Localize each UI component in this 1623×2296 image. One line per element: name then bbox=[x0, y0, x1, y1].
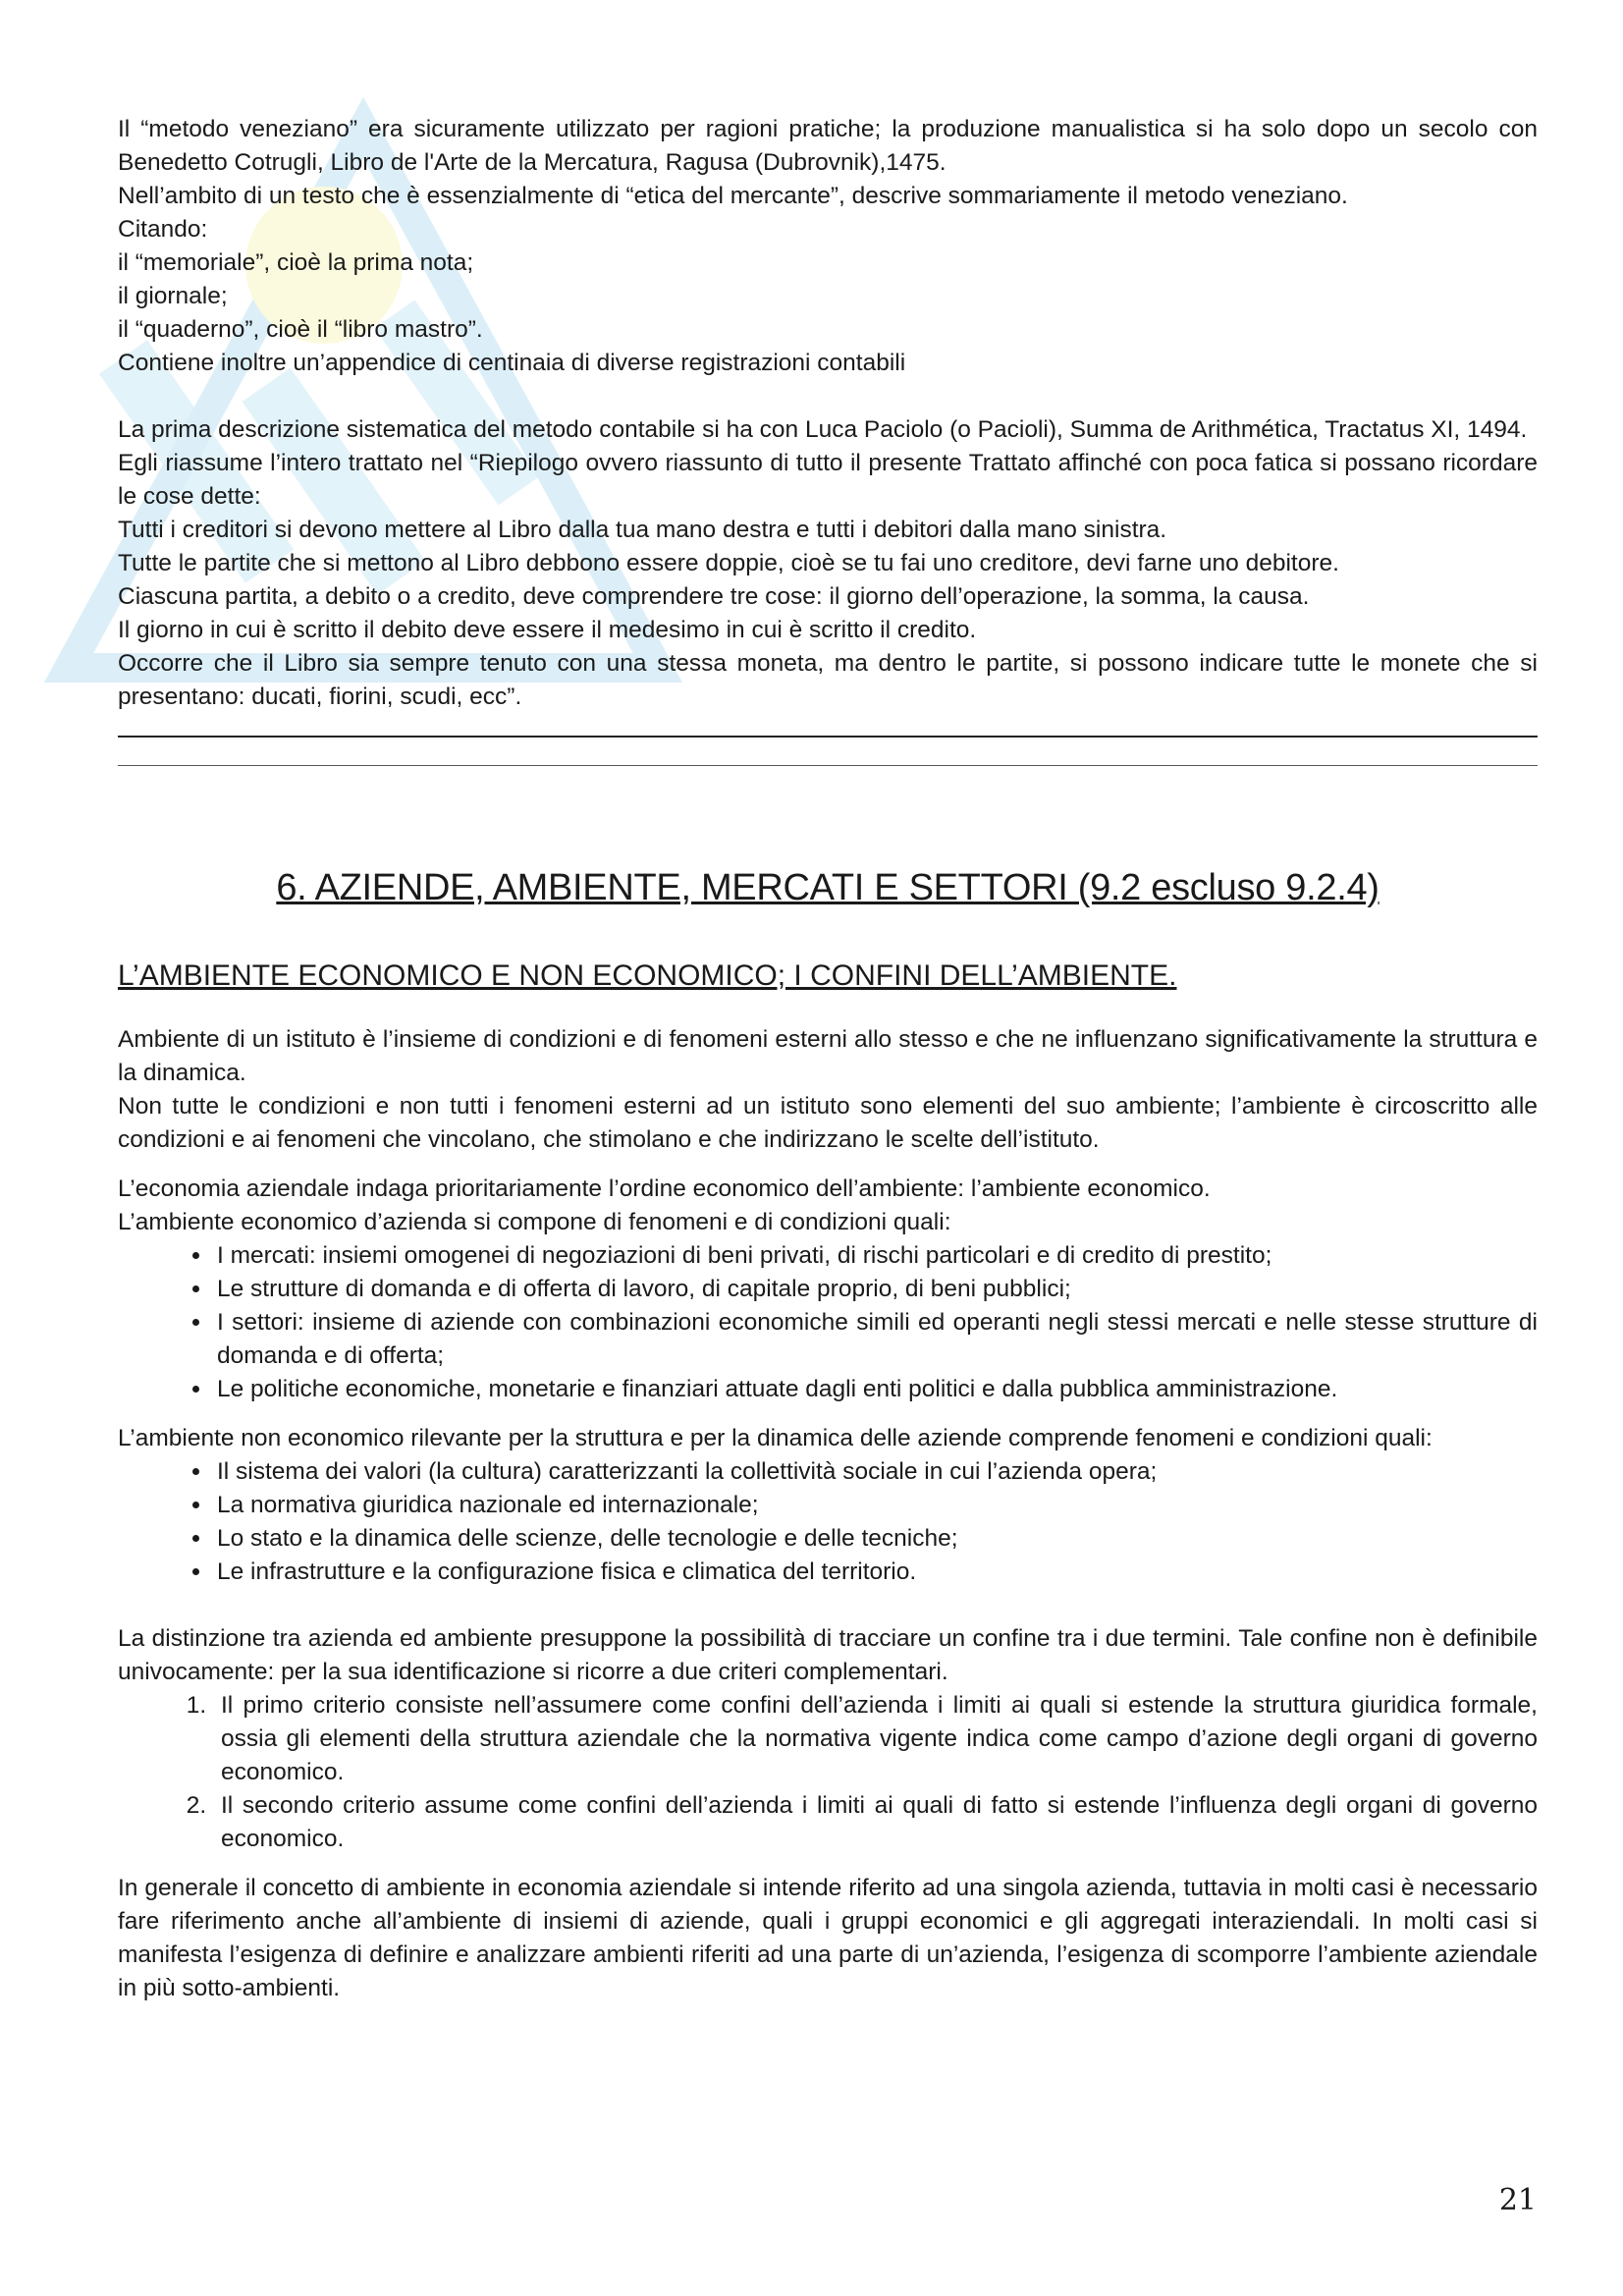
paragraph: il “quaderno”, cioè il “libro mastro”. bbox=[118, 316, 483, 343]
ambiente-section bbox=[118, 1023, 1538, 2005]
list-item: • Lo stato e la dinamica delle scienze, delle tecnologie e delle tecniche; bbox=[213, 1522, 1538, 1556]
separator-line bbox=[118, 765, 1538, 766]
paragraph: Tutti i creditori si devono mettere al Libro dalla tua mano destra e tutti i debitori dalla mano sinistra. bbox=[118, 517, 1167, 543]
page-number: 21 bbox=[1498, 2183, 1537, 2217]
separator-line bbox=[118, 736, 1538, 738]
paragraph: Citando: bbox=[118, 216, 208, 243]
section-title: L’AMBIENTE ECONOMICO E NON ECONOMICO; I CONFINI DELL’AMBIENTE. bbox=[118, 959, 1177, 992]
list-item: • La normativa giuridica nazionale ed internazionale; bbox=[213, 1489, 1538, 1522]
paragraph: Nell’ambito di un testo che è essenzialmente di “etica del mercante”, descrive sommariamente il metodo veneziano. bbox=[118, 183, 1348, 209]
list-item: 2. Il secondo criterio assume come confini dell’azienda i limiti ai quali di fatto si estende l’influenza degli organi di governo economico. bbox=[213, 1789, 1538, 1856]
intro-section bbox=[118, 113, 1538, 380]
paragraph: il giornale; bbox=[118, 283, 228, 309]
list-item: • I settori: insieme di aziende con combinazioni economiche simili ed operanti negli stessi mercati e nelle stesse strutture di domanda e di offerta; bbox=[213, 1306, 1538, 1373]
chapter-title: 6. AZIENDE, AMBIENTE, MERCATI E SETTORI (9.2 escluso 9.2.4) bbox=[276, 867, 1380, 908]
paragraph: il “memoriale”, cioè la prima nota; bbox=[118, 249, 474, 276]
criteria-list bbox=[118, 1689, 1538, 1856]
paragraph: L’ambiente economico d’azienda si compone di fenomeni e di condizioni quali: bbox=[118, 1209, 951, 1235]
list-item: • Il sistema dei valori (la cultura) caratterizzanti la collettività sociale in cui l’azienda opera; bbox=[213, 1455, 1538, 1489]
paragraph: La prima descrizione sistematica del metodo contabile si ha con Luca Paciolo (o Pacioli), Summa de Arithmética, Tractatus XI, 1494. bbox=[118, 416, 1528, 443]
document-page bbox=[118, 113, 1538, 2005]
economic-factors-list bbox=[118, 1239, 1538, 1406]
paragraph: In generale il concetto di ambiente in economia aziendale si intende riferito ad una singola azienda, tuttavia in molti casi è necessario fare riferimento anche all’ambiente di insiemi di aziende, quali i gruppi economici e gli aggregati interaziendali. In molti casi si manifesta l’esigenza di definire e analizzare ambienti riferiti ad una parte di un’azienda, l’esigenza di scomporre l’ambiente aziendale in più sotto-ambienti. bbox=[118, 1875, 1538, 2001]
pacioli-section bbox=[118, 413, 1538, 714]
paragraph: Tutte le partite che si mettono al Libro debbono essere doppie, cioè se tu fai uno creditore, devi farne uno debitore. bbox=[118, 550, 1339, 576]
non-economic-factors-list bbox=[118, 1455, 1538, 1589]
paragraph: Non tutte le condizioni e non tutti i fenomeni esterni ad un istituto sono elementi del suo ambiente; l’ambiente è circoscritto alle condizioni e ai fenomeni che vincolano, che stimolano e che indirizzano le scelte dell’istituto. bbox=[118, 1093, 1538, 1153]
list-item: • I mercati: insiemi omogenei di negoziazioni di beni privati, di rischi particolari e di credito di prestito; bbox=[213, 1239, 1538, 1273]
paragraph: L’ambiente non economico rilevante per la struttura e per la dinamica delle aziende comprende fenomeni e condizioni quali: bbox=[118, 1425, 1433, 1451]
paragraph: Ambiente di un istituto è l’insieme di condizioni e di fenomeni esterni allo stesso e che ne influenzano significativamente la struttura e la dinamica. bbox=[118, 1026, 1538, 1086]
paragraph: Il “metodo veneziano” era sicuramente utilizzato per ragioni pratiche; la produzione manualistica si ha solo dopo un secolo con Benedetto Cotrugli, Libro de l'Arte de la Mercatura, Ragusa (Dubrovnik),1475. bbox=[118, 116, 1538, 176]
list-item: • Le strutture di domanda e di offerta di lavoro, di capitale proprio, di beni pubblici; bbox=[213, 1273, 1538, 1306]
list-item: • Le politiche economiche, monetarie e finanziari attuate dagli enti politici e dalla pubblica amministrazione. bbox=[213, 1373, 1538, 1406]
paragraph: La distinzione tra azienda ed ambiente presuppone la possibilità di tracciare un confine tra i due termini. Tale confine non è definibile univocamente: per la sua identificazione si ricorre a due criteri complementari. bbox=[118, 1625, 1538, 1685]
list-item: • Le infrastrutture e la configurazione fisica e climatica del territorio. bbox=[213, 1556, 1538, 1589]
paragraph: Contiene inoltre un’appendice di centinaia di diverse registrazioni contabili bbox=[118, 350, 906, 376]
paragraph: Occorre che il Libro sia sempre tenuto con una stessa moneta, ma dentro le partite, si possono indicare tutte le monete che si presentano: ducati, fiorini, scudi, ecc”. bbox=[118, 650, 1538, 710]
paragraph: Egli riassume l’intero trattato nel “Riepilogo ovvero riassunto di tutto il presente Trattato affinché con poca fatica si possano ricordare le cose dette: bbox=[118, 450, 1538, 510]
list-item: 1. Il primo criterio consiste nell’assumere come confini dell’azienda i limiti ai quali si estende la struttura giuridica formale, ossia gli elementi della struttura aziendale che la normativa vigente indica come campo d’azione degli organi di governo economico. bbox=[213, 1689, 1538, 1789]
paragraph: Ciascuna partita, a debito o a credito, deve comprendere tre cose: il giorno dell’operazione, la somma, la causa. bbox=[118, 583, 1310, 610]
paragraph: Il giorno in cui è scritto il debito deve essere il medesimo in cui è scritto il credito. bbox=[118, 617, 977, 643]
paragraph: L’economia aziendale indaga prioritariamente l’ordine economico dell’ambiente: l’ambiente economico. bbox=[118, 1175, 1211, 1202]
